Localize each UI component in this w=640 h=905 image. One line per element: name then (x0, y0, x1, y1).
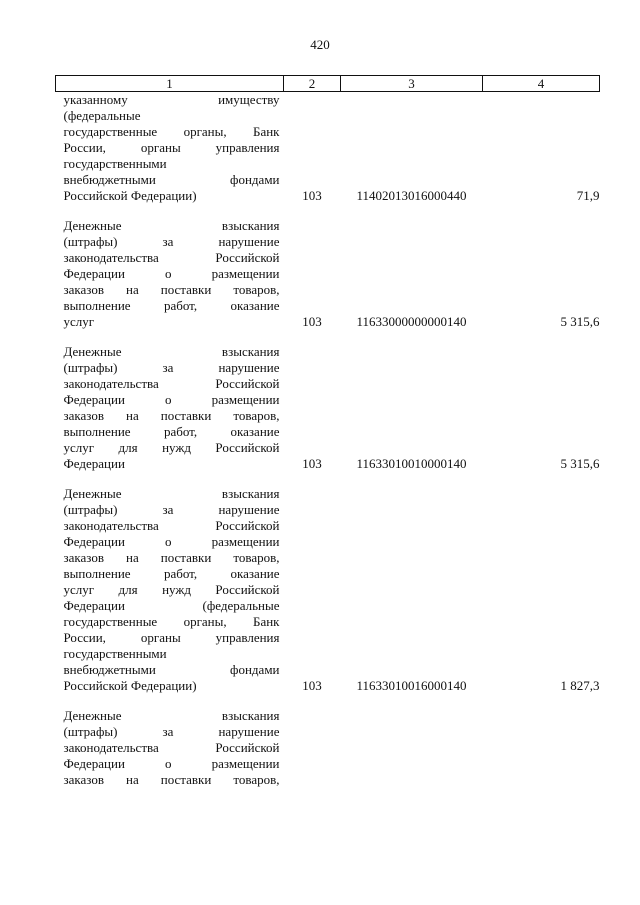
row-admin-code: 103 (302, 314, 322, 329)
row-budget-code: 11633010016000140 (356, 678, 467, 693)
description-line: государственными (63, 646, 167, 661)
description-line: (федеральные (63, 108, 141, 123)
row-description (56, 344, 284, 472)
description-line: государственными (63, 156, 167, 171)
row-spacer (56, 204, 600, 218)
description-line: заказов на поставки товаров, (63, 772, 280, 787)
table-body (56, 92, 600, 789)
row-budget-code (341, 708, 483, 788)
description-line: выполнение работ, оказание (63, 566, 280, 581)
header-col-3: 3 (341, 76, 483, 92)
table-row (56, 344, 600, 472)
description-line: Денежные взыскания (63, 486, 280, 501)
table-row (56, 218, 600, 330)
header-col-4: 4 (483, 76, 600, 92)
row-description (56, 218, 284, 330)
description-line: Федерации о размещении (63, 534, 280, 549)
description-line: государственные органы, Банк (63, 614, 280, 629)
description-line: (штрафы) за нарушение (63, 234, 280, 249)
description-line: Федерации о размещении (63, 266, 280, 281)
description-line: Российской Федерации) (63, 188, 197, 203)
row-description (56, 486, 284, 694)
table-header-row (56, 76, 600, 92)
description-line: указанному имуществу (63, 92, 280, 107)
description-line: законодательства Российской (63, 250, 280, 265)
spacer-cell (56, 330, 600, 344)
row-amount (483, 708, 600, 788)
description-line: законодательства Российской (63, 518, 280, 533)
description-line: заказов на поставки товаров, (63, 408, 280, 423)
description-line: заказов на поставки товаров, (63, 282, 280, 297)
table-row (56, 92, 600, 205)
table-row (56, 708, 600, 788)
row-spacer (56, 472, 600, 486)
description-line: услуг для нужд Российской (63, 440, 280, 455)
description-line: Федерации (63, 456, 125, 471)
description-line: Российской Федерации) (63, 678, 197, 693)
description-line: выполнение работ, оказание (63, 298, 280, 313)
description-line: законодательства Российской (63, 740, 280, 755)
description-line: России, органы управления (63, 140, 280, 155)
description-line: государственные органы, Банк (63, 124, 280, 139)
description-line: Федерации (федеральные (63, 598, 280, 613)
description-line: законодательства Российской (63, 376, 280, 391)
page-number: 420 (310, 37, 330, 52)
row-budget-code: 11402013016000440 (356, 188, 467, 203)
description-line: Денежные взыскания (63, 708, 280, 723)
row-amount: 5 315,6 (560, 314, 600, 329)
description-line: Денежные взыскания (63, 344, 280, 359)
description-line: услуг для нужд Российской (63, 582, 280, 597)
description-line: (штрафы) за нарушение (63, 360, 280, 375)
description-line: выполнение работ, оказание (63, 424, 280, 439)
description-line: Денежные взыскания (63, 218, 280, 233)
description-line: России, органы управления (63, 630, 280, 645)
description-line: внебюджетными фондами (63, 172, 280, 187)
row-admin-code: 103 (302, 188, 322, 203)
description-line: услуг (63, 314, 95, 329)
description-line: заказов на поставки товаров, (63, 550, 280, 565)
row-description (56, 92, 284, 205)
row-description (56, 708, 284, 788)
header-col-1: 1 (56, 76, 284, 92)
description-line: (штрафы) за нарушение (63, 502, 280, 517)
row-spacer (56, 694, 600, 708)
spacer-cell (56, 472, 600, 486)
spacer-cell (56, 694, 600, 708)
budget-table (55, 75, 600, 788)
description-line: (штрафы) за нарушение (63, 724, 280, 739)
description-line: внебюджетными фондами (63, 662, 280, 677)
row-amount: 5 315,6 (560, 456, 600, 471)
spacer-cell (56, 204, 600, 218)
row-budget-code: 11633010010000140 (356, 456, 467, 471)
row-amount: 71,9 (576, 188, 600, 203)
row-amount: 1 827,3 (560, 678, 600, 693)
description-line: Федерации о размещении (63, 756, 280, 771)
table-row (56, 486, 600, 694)
row-admin-code (284, 708, 341, 788)
row-budget-code: 11633000000000140 (356, 314, 467, 329)
row-spacer (56, 330, 600, 344)
row-admin-code: 103 (302, 456, 322, 471)
row-admin-code: 103 (302, 678, 322, 693)
header-col-2: 2 (284, 76, 341, 92)
description-line: Федерации о размещении (63, 392, 280, 407)
